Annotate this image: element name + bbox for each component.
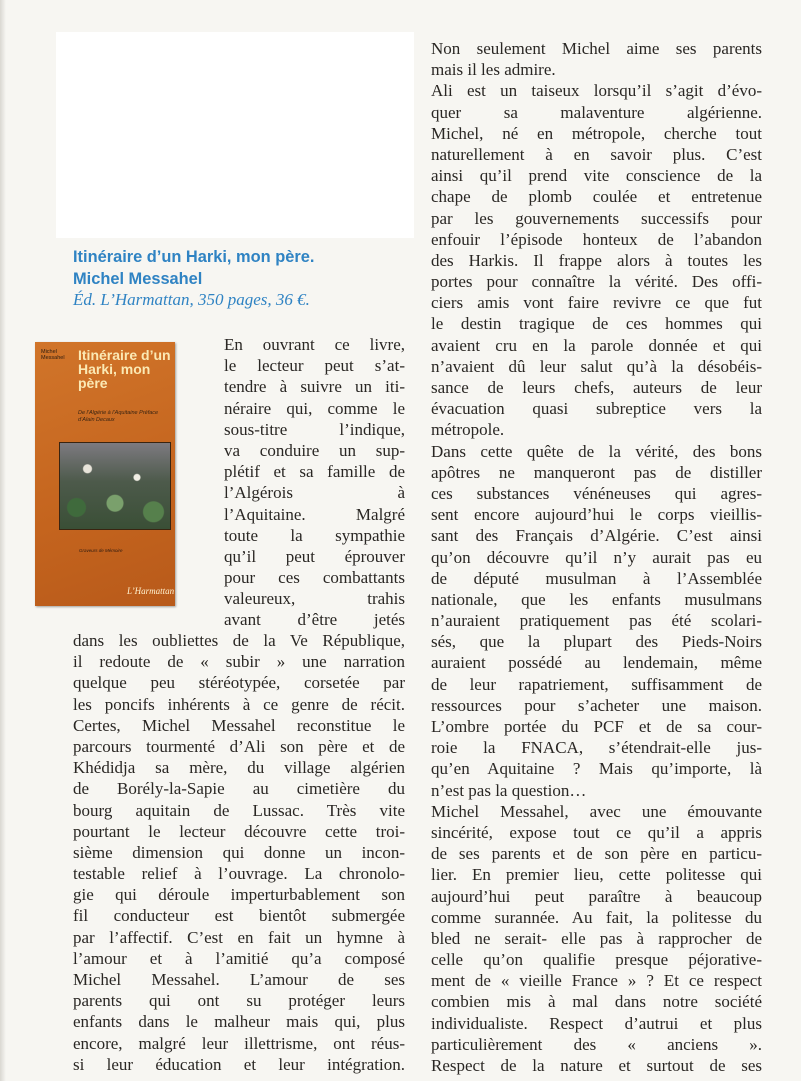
text-line: auraient possédé au lendemain, même <box>431 653 762 673</box>
cover-author: Michel Messahel <box>41 349 65 361</box>
text-line: enfants dans le malheur mais qui, plus <box>73 1012 405 1032</box>
book-cover-image <box>35 342 175 606</box>
text-line: métropole. <box>431 420 505 440</box>
text-line: dans les oubliettes de la Ve République, <box>73 631 405 650</box>
text-line: qu’en Aquitaine ? Mais qu’importe, là <box>431 759 762 779</box>
text-line: Respect de la nature et surtout de ses <box>431 1056 762 1075</box>
text-line: particulièrement des « anciens ». <box>431 1034 762 1054</box>
book-edition: Éd. L’Harmattan, 350 pages, 36 €. <box>73 290 310 309</box>
text-line: le lecteur peut s’at- <box>224 356 405 376</box>
text-line: comme surannée. Au fait, la politesse du <box>431 907 762 927</box>
text-line: plétif et sa famille de <box>224 462 405 482</box>
text-line: tendre à suivre un iti- <box>224 377 405 397</box>
text-line: encore, malgré leur illettrisme, ont réus- <box>73 1033 405 1053</box>
text-line: Non seulement Michel aime ses parents <box>431 39 762 58</box>
text-line: parcours tourmenté d’Ali son père et de <box>73 736 405 756</box>
text-line: En ouvrant ce livre, <box>224 335 405 354</box>
text-line: si leur éducation et leur intégration. <box>73 1054 405 1074</box>
text-line: évacuation quasi subreptice vers la <box>431 399 762 419</box>
text-line: n’avaient dû leur salut qu’à la désobéis- <box>431 356 762 376</box>
text-line: Khédidja sa mère, du village algérien <box>73 758 405 778</box>
text-line: quer sa malaventure algérienne. <box>431 102 762 122</box>
article-column-right <box>431 38 762 1076</box>
text-line: celle qu’on qualifie presque péjorative- <box>431 950 762 970</box>
text-line: Michel Messahel, avec une émouvante <box>431 801 762 821</box>
text-line: gie qui déroule imperturbablement son <box>73 885 405 905</box>
text-line: il redoute de « subir » une narration <box>73 652 405 672</box>
text-line: enfouir l’épisode honteux de l’abandon <box>431 229 762 249</box>
text-line: roie la FNACA, s’étendrait-elle jus- <box>431 738 762 758</box>
text-line: le destin tragique de ces hommes qui <box>431 314 762 334</box>
text-line: les poncifs inhérents à ce genre de récit. <box>73 694 405 714</box>
text-line: aujourd’hui peut paraître à beaucoup <box>431 886 762 906</box>
text-line: naturellement à en savoir plus. C’est <box>431 144 762 164</box>
text-line: des Harkis. Il frappe alors à toutes les <box>431 250 762 270</box>
text-line: sième dimension qui donne un incon- <box>73 842 405 862</box>
text-line: mais il les admire. <box>431 60 556 80</box>
text-line: sincérité, expose tout ce qu’il a appris <box>431 822 762 842</box>
book-author: Michel Messahel <box>73 270 203 288</box>
text-line: testable relief à l’ouvrage. La chronolo- <box>73 864 405 884</box>
cover-publisher-logo: L’Harmattan <box>127 586 175 596</box>
text-line: ainsi qu’il prend vite conscience de la <box>431 166 762 186</box>
text-line: apôtres ne manqueront pas de distiller <box>431 462 762 482</box>
text-line: de leur rapatriement, suffisamment de <box>431 674 762 694</box>
text-line: ment de « vieille France » ? Et ce respect <box>431 971 762 991</box>
text-line: l’Aquitaine. Malgré <box>224 504 405 524</box>
text-line: parents qui ont su protéger leurs <box>73 991 405 1011</box>
text-line: par l’affectif. C’est en fait un hymne à <box>73 927 405 947</box>
text-line: Ali est un taiseux lorsqu’il s’agit d’évo- <box>431 81 762 101</box>
text-line: lier. En premier lieu, cette politesse qui <box>431 865 762 885</box>
text-line: n’auraient pratiquement pas été scolari- <box>431 611 762 631</box>
text-line: portes pour connaître la vérité. Des offi- <box>431 272 762 292</box>
text-line: fil conducteur est bientôt submergée <box>73 906 405 926</box>
blank-white-area <box>56 32 414 238</box>
text-line: l’Algérois à <box>224 483 405 503</box>
text-line: nationale, que les enfants musulmans <box>431 589 762 609</box>
text-line: de député musulman à l’Assemblée <box>431 568 762 588</box>
text-line: l’amour et à l’amitié qu’a composé <box>73 948 405 968</box>
text-line: bourg aquitain de Lussac. Très vite <box>73 800 405 820</box>
text-line: toute la sympathie <box>224 525 405 545</box>
scan-edge-shadow <box>0 0 6 1081</box>
text-line: Michel, né en métropole, cherche tout <box>431 123 762 143</box>
text-line: sent encore aujourd’hui le corps vieillis- <box>431 505 762 525</box>
text-line: L’ombre portée du PCF et de sa cour- <box>431 717 762 736</box>
article-column-left-top <box>224 334 405 631</box>
text-line: individualiste. Respect d’autrui et plus <box>431 1013 762 1033</box>
text-line: Michel Messahel. L’amour de ses <box>73 970 405 989</box>
cover-subtitle: De l’Algérie à l’Aquitaine Préface d’Alain Decaux <box>78 410 159 423</box>
text-line: néraire qui, comme le <box>224 398 405 418</box>
cover-photo <box>59 442 171 530</box>
text-line: valeureux, trahis <box>224 589 405 609</box>
text-line: va conduire un sup- <box>224 440 405 460</box>
text-line: par les gouvernements successifs pour <box>431 208 762 228</box>
text-line: ciers amis vont faire revivre ce que fut <box>431 293 762 313</box>
text-line: avant d’être jetés <box>224 610 405 630</box>
article-column-left-bottom <box>73 630 405 1075</box>
text-line: quelque peu stéréotypée, corsetée par <box>73 673 405 693</box>
cover-collection: Graveurs de Mémoire <box>79 548 123 553</box>
text-line: Certes, Michel Messahel reconstitue le <box>73 715 405 735</box>
text-line: combien mis à mal dans notre société <box>431 992 762 1012</box>
text-line: pour ces combattants <box>224 568 405 588</box>
text-line: bled ne serait- elle pas à rapprocher de <box>431 928 762 948</box>
text-line: Dans cette quête de la vérité, des bons <box>431 441 762 461</box>
text-line: pourtant le lecteur découvre cette troi- <box>73 821 405 841</box>
text-line: sous-titre l’indique, <box>224 419 405 439</box>
cover-title: Itinéraire d’un Harki, mon père <box>78 347 171 391</box>
text-line: qu’il peut éprouver <box>224 546 405 566</box>
text-line: qu’on découvre qu’il n’y aurait pas eu <box>431 547 762 567</box>
text-line: de ses parents et de son père en particu- <box>431 844 762 864</box>
text-line: sance de leurs chefs, auteurs de leur <box>431 378 762 397</box>
text-line: ces substances vénéneuses qui agres- <box>431 483 762 503</box>
text-line: n’est pas la question… <box>431 780 587 800</box>
text-line: sés, que la plupart des Pieds-Noirs <box>431 632 762 652</box>
text-line: ressources pour s’acheter une maison. <box>431 695 762 715</box>
text-line: de Borély-la-Sapie au cimetière du <box>73 779 405 799</box>
book-title: Itinéraire d’un Harki, mon père. <box>73 248 315 266</box>
text-line: chape de plomb coulée et entretenue <box>431 187 762 207</box>
text-line: avaient cru en la parole donnée et qui <box>431 335 762 355</box>
text-line: sant des Français d’Algérie. C’est ainsi <box>431 526 762 546</box>
